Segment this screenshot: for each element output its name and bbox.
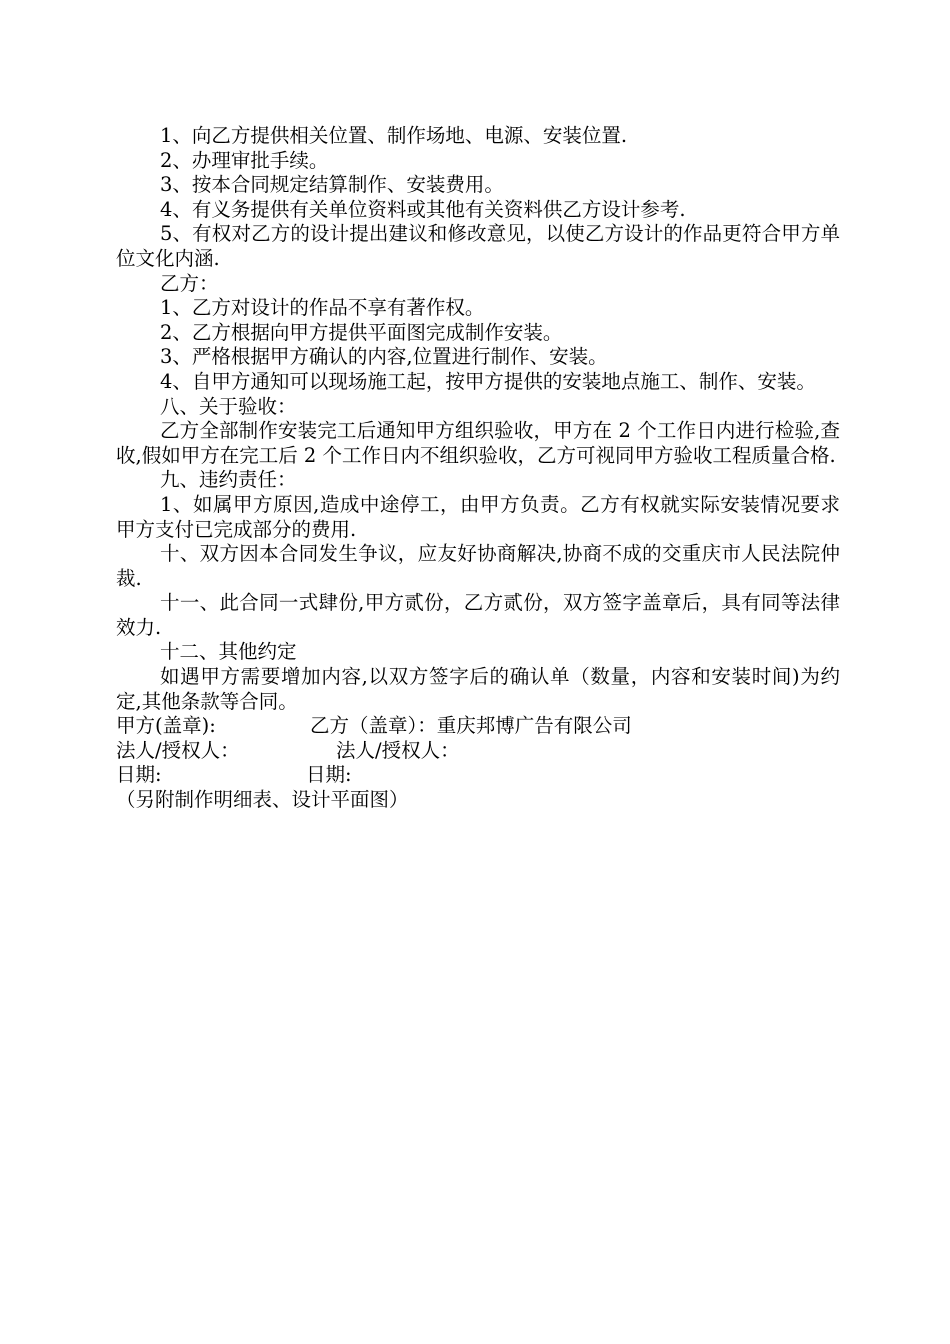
section-8-heading: 八、关于验收：: [160, 394, 297, 418]
section-9-heading: 九、违约责任：: [160, 468, 297, 492]
contract-body: [116, 124, 840, 813]
section-12-text: 如遇甲方需要增加内容,以双方签字后的确认单（数量，内容和安装时间)为约定,其他条款等合同。: [116, 665, 840, 713]
clause-a-5: 5、有权对乙方的设计提出建议和修改意见，以使乙方设计的作品更符合甲方单位文化内涵.: [116, 222, 840, 270]
party-a-seal: 甲方(盖章):: [116, 714, 216, 738]
signature-seal-row: [116, 714, 840, 739]
clause-b-4: 4、自甲方通知可以现场施工起，按甲方提供的安装地点施工、制作、安装。: [160, 369, 816, 393]
clause-b-3: 3、严格根据甲方确认的内容,位置进行制作、安装。: [160, 345, 608, 369]
party-a-date: 日期:: [116, 763, 162, 787]
section-12-heading: 十二、其他约定: [160, 640, 297, 664]
clause-a-2: 2、办理审批手续。: [160, 148, 329, 172]
party-b-date: 日期:: [306, 763, 352, 787]
attachment-note: （另附制作明细表、设计平面图）: [116, 788, 409, 812]
section-8-text: 乙方全部制作安装完工后通知甲方组织验收，甲方在 2 个工作日内进行检验,查收,假如甲方在完工后 2 个工作日内不组织验收，乙方可视同甲方验收工程质量合格.: [116, 419, 840, 467]
section-11-text: 十一、此合同一式肆份,甲方贰份，乙方贰份，双方签字盖章后，具有同等法律效力.: [116, 591, 840, 639]
party-b-seal: 乙方（盖章）：重庆邦博广告有限公司: [310, 714, 632, 738]
party-a-representative: 法人/授权人：: [116, 738, 240, 762]
clause-a-1: 1、向乙方提供相关位置、制作场地、电源、安装位置.: [160, 124, 628, 147]
section-9-text: 1、如属甲方原因,造成中途停工，由甲方负责。乙方有权就实际安装情况要求甲方支付已完成部分的费用.: [116, 492, 840, 541]
clause-a-4: 4、有义务提供有关单位资料或其他有关资料供乙方设计参考.: [160, 197, 686, 221]
party-b-heading: 乙方：: [160, 271, 219, 295]
section-10-text: 十、双方因本合同发生争议，应友好协商解决,协商不成的交重庆市人民法院仲裁.: [116, 542, 840, 590]
clause-a-3: 3、按本合同规定结算制作、安装费用。: [160, 173, 504, 197]
party-b-representative: 法人/授权人：: [336, 738, 460, 762]
signature-rep-row: [116, 739, 840, 764]
signature-date-row: [116, 763, 840, 788]
clause-b-2: 2、乙方根据向甲方提供平面图完成制作安装。: [160, 320, 563, 344]
clause-b-1: 1、乙方对设计的作品不享有著作权。: [160, 296, 485, 320]
